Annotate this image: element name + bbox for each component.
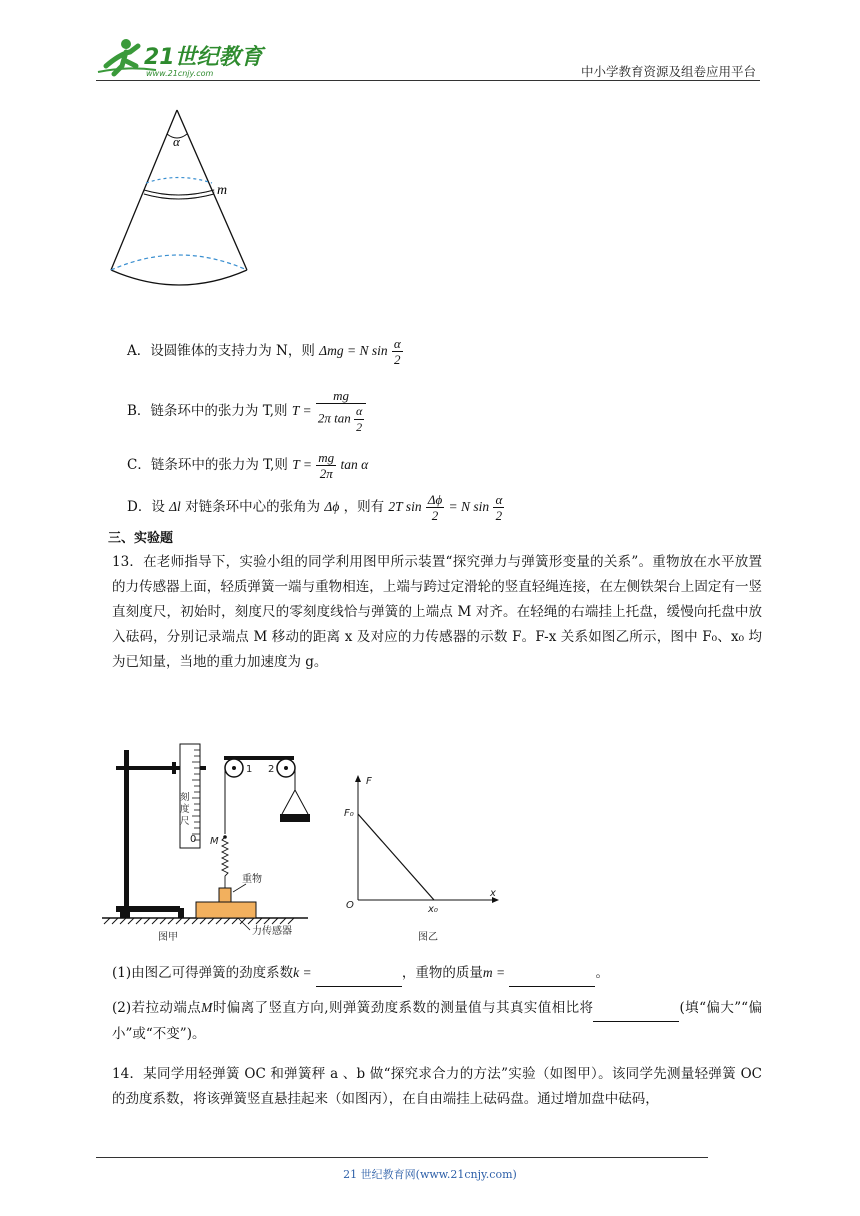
point-m-label: M (210, 836, 219, 847)
question-13-text: 13．在老师指导下，实验小组的同学利用图甲所示装置“探究弹力与弹簧形变量的关系”。重物放在水平放置的力传感器上面，轻质弹簧一端与重物相连，上端与跨过定滑轮的竖直轻绳连接，在左侧铁架台上固定有一竖直刻度尺，初始时，刻度尺的零刻度线恰与弹簧的上端点 M 对齐。在轻绳的右端挂上托盘，缓慢向托盘中放入砝码，分别记录端点 M 移动的距离 x 及对应的力传感器的示数 F。F-x 关系如图乙所示，图中 F₀、x₀ 均为已知量，当地的重力加速度为 g。 (112, 554, 762, 670)
option-d-fraction-1: $\frac{\Delta\phi}{2}$ (427, 492, 443, 523)
option-c-lhs: T = (292, 457, 312, 472)
option-d-fraction-2: $\frac{\alpha}{2}$ (495, 492, 503, 523)
option-c-fraction: $\frac{mg}{2\pi}$ (318, 450, 335, 481)
footer-divider (96, 1157, 708, 1158)
option-c-rhs: tan α (340, 457, 369, 472)
platform-name: 中小学教育资源及组卷应用平台 (580, 64, 756, 79)
header-divider (96, 80, 760, 81)
answer-blank-m[interactable] (509, 961, 595, 987)
figure-jia-caption: 图甲 (158, 932, 178, 943)
question-13-sub-1: (1)由图乙可得弹簧的劲度系数k = ，重物的质量m = 。 (112, 960, 762, 987)
option-d: D．设 Δl 对链条环中心的张角为 Δϕ ，则有 2T sin $\frac{\Delta\phi}{2}$ = N sin $\frac{\alpha}{2}$ (127, 492, 503, 523)
question-14-text: 14．某同学用轻弹簧 OC 和弹簧秤 a 、b 做“探究求合力的方法”实验（如图甲）。该同学先测量轻弹簧 OC 的劲度系数，将该弹簧竖直悬挂起来（如图丙），在自由端挂上砝码盘。通过增加盘中砝码， (112, 1066, 762, 1107)
answer-blank-k[interactable] (316, 961, 402, 987)
f-x-line (358, 814, 434, 900)
option-a-text: A．设圆锥体的支持力为 N，则 (127, 343, 315, 359)
x-axis-label: x (490, 888, 496, 899)
weight-label: 重物 (242, 874, 262, 885)
option-d-dphi: Δϕ (324, 499, 340, 514)
pulley-1-label: 1 (246, 764, 253, 775)
option-a-lhs: Δmg = N sin (319, 343, 388, 358)
figure-yi (340, 770, 510, 948)
option-c-text: C．链条环中的张力为 T,则 (127, 457, 288, 473)
option-a (127, 336, 403, 367)
logo-url: www.21cnjy.com (146, 69, 214, 78)
cone-mass-label: m (217, 183, 228, 198)
option-b-lhs: T = (291, 403, 312, 418)
option-b-text: B．链条环中的张力为 T,则 (127, 403, 288, 419)
logo-text: 21世纪教育 (144, 45, 263, 70)
pulley-2-label: 2 (268, 764, 275, 775)
figure-yi-caption: 图乙 (418, 932, 438, 943)
x-intercept-label: x₀ (428, 904, 438, 915)
option-b (127, 388, 366, 435)
option-d-dl: Δl (169, 499, 181, 514)
ruler-label: 刻度尺 (180, 792, 190, 827)
sensor-label: 力传感器 (252, 926, 292, 937)
option-c (127, 450, 368, 481)
option-b-fraction: mg 2π tan $\frac{\alpha}{2}$ (316, 388, 366, 435)
section-title: 三、实验题 (108, 531, 174, 546)
cone-figure (105, 108, 255, 288)
answer-blank-2[interactable] (593, 996, 679, 1022)
ruler-zero: 0 (190, 834, 197, 845)
footer-text[interactable]: 21 世纪教育网(www.21cnjy.com) (343, 1168, 517, 1181)
question-13-sub-2: (2)若拉动端点M时偏离了竖直方向,则弹簧劲度系数的测量值与其真实值相比将 (填“偏大”“偏小”或“不变”)。 (112, 995, 762, 1047)
site-logo (96, 36, 266, 80)
y-axis-label: F (366, 776, 372, 787)
figure-jia (98, 742, 322, 948)
y-intercept-label: F₀ (344, 808, 354, 819)
runner-logo-icon (96, 36, 266, 80)
cone-angle-label: α (173, 134, 180, 149)
origin-label: O (346, 900, 354, 911)
option-a-fraction: $\frac{\alpha}{2}$ (393, 336, 401, 367)
